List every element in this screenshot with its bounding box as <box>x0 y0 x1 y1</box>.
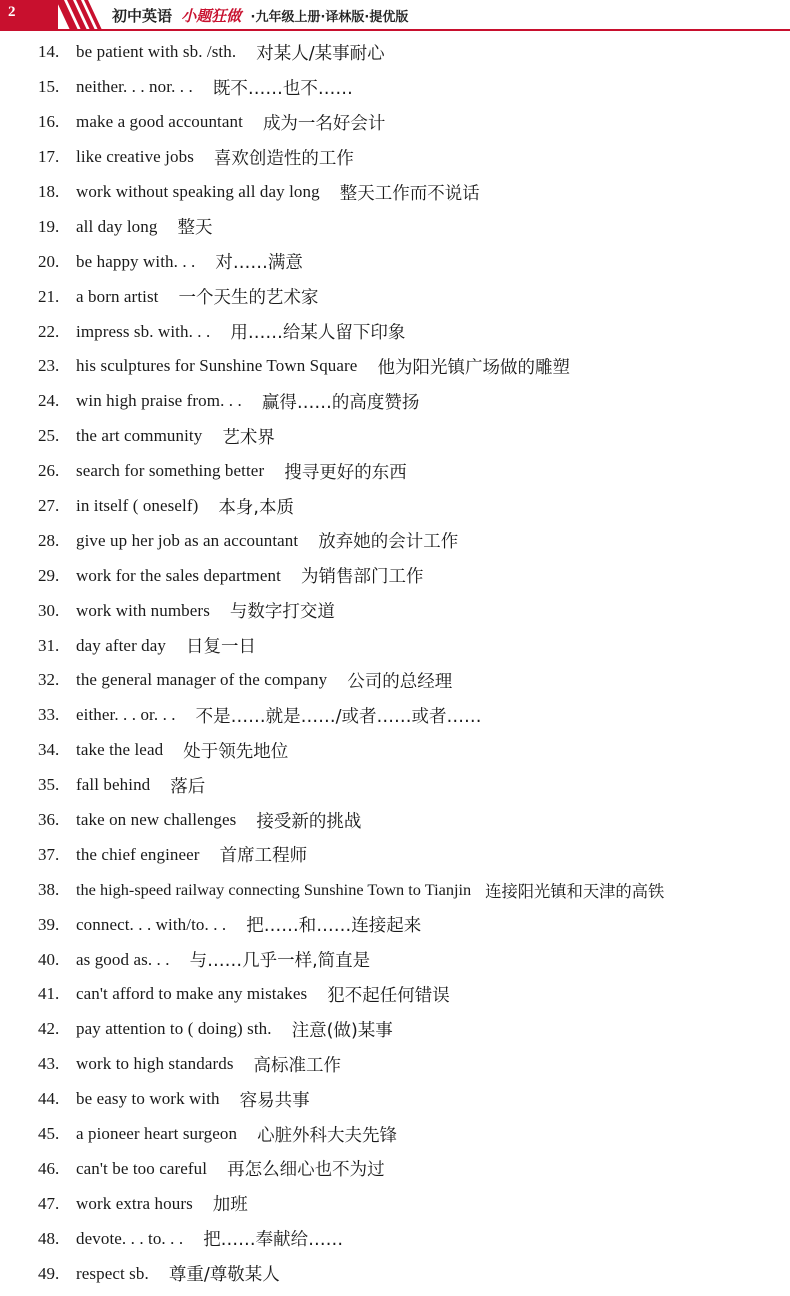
english-phrase: devote. . . to. . . <box>76 1228 184 1248</box>
chinese-translation: 日复一日 <box>186 637 257 658</box>
chinese-translation: 为销售部门工作 <box>300 567 424 588</box>
chinese-translation: 放弃她的会计工作 <box>318 532 459 553</box>
list-item <box>38 907 783 942</box>
chinese-translation: 本身,本质 <box>218 497 294 518</box>
chinese-translation: 搜寻更好的东西 <box>284 462 407 483</box>
english-phrase: in itself ( oneself) <box>76 496 199 516</box>
english-phrase: the general manager of the company <box>76 670 328 690</box>
english-phrase: as good as. . . <box>76 949 170 969</box>
list-item <box>38 140 783 175</box>
english-phrase: the high-speed railway connecting Sunshine Town to Tianjin <box>76 879 472 899</box>
list-item <box>38 70 783 105</box>
list-item <box>38 384 783 419</box>
english-phrase: either. . . or. . . <box>76 705 176 725</box>
item-number: 24. <box>38 391 60 411</box>
list-item <box>38 698 783 733</box>
item-number: 29. <box>38 565 60 585</box>
list-item <box>38 209 783 244</box>
english-phrase: fall behind <box>76 775 151 795</box>
english-phrase: make a good accountant <box>76 112 243 132</box>
item-number: 25. <box>38 426 60 446</box>
list-item <box>38 977 783 1012</box>
header-rule <box>0 29 790 31</box>
english-phrase: work with numbers <box>76 600 210 620</box>
english-phrase: the art community <box>76 426 203 446</box>
chinese-translation: 与……几乎一样,简直是 <box>189 951 371 972</box>
item-number: 41. <box>38 984 60 1004</box>
item-number: 42. <box>38 1019 60 1039</box>
item-number: 39. <box>38 914 60 934</box>
item-number: 48. <box>38 1228 60 1248</box>
list-item <box>38 175 783 210</box>
header-subtitle: ·九年级上册·译林版·提优版 <box>250 10 409 25</box>
english-phrase: like creative jobs <box>76 147 194 167</box>
english-phrase: the chief engineer <box>76 844 200 864</box>
chinese-translation: 首席工程师 <box>219 846 308 867</box>
page-number: 2 <box>8 4 16 20</box>
english-phrase: give up her job as an accountant <box>76 530 299 550</box>
chinese-translation: 心脏外科大夫先锋 <box>257 1125 398 1146</box>
phrase-list <box>38 35 783 1291</box>
list-item <box>38 419 783 454</box>
chinese-translation: 既不……也不…… <box>212 78 353 99</box>
english-phrase: be happy with. . . <box>76 251 196 271</box>
brand-logo: 小题狂做 <box>181 7 242 25</box>
chinese-translation: 落后 <box>170 776 206 797</box>
chinese-translation: 把……和……连接起来 <box>246 916 422 937</box>
item-number: 47. <box>38 1193 60 1213</box>
item-number: 37. <box>38 844 60 864</box>
chinese-translation: 对……满意 <box>215 253 303 274</box>
item-number: 40. <box>38 949 60 969</box>
list-item <box>38 314 783 349</box>
chinese-translation: 成为一名好会计 <box>262 113 386 134</box>
chinese-translation: 喜欢创造性的工作 <box>213 148 354 169</box>
english-phrase: win high praise from. . . <box>76 391 242 411</box>
list-item <box>38 1186 783 1221</box>
header-stripes-decoration <box>56 0 102 30</box>
item-number: 16. <box>38 112 60 132</box>
english-phrase: a born artist <box>76 286 159 306</box>
chinese-translation: 整天工作而不说话 <box>339 183 480 204</box>
list-item <box>38 803 783 838</box>
chinese-translation: 处于领先地位 <box>183 741 289 762</box>
item-number: 20. <box>38 251 60 271</box>
item-number: 43. <box>38 1054 60 1074</box>
english-phrase: all day long <box>76 216 158 236</box>
list-item <box>38 768 783 803</box>
item-number: 23. <box>38 356 60 376</box>
item-number: 38. <box>38 879 60 899</box>
english-phrase: day after day <box>76 635 167 655</box>
page-number-tab <box>0 0 58 30</box>
list-item <box>38 942 783 977</box>
english-phrase: search for something better <box>76 461 265 481</box>
item-number: 30. <box>38 600 60 620</box>
item-number: 45. <box>38 1124 60 1144</box>
item-number: 33. <box>38 705 60 725</box>
item-number: 21. <box>38 286 60 306</box>
english-phrase: a pioneer heart surgeon <box>76 1124 238 1144</box>
list-item <box>38 244 783 279</box>
list-item <box>38 628 783 663</box>
chinese-translation: 与数字打交道 <box>229 602 335 623</box>
english-phrase: be patient with sb. /sth. <box>76 42 237 62</box>
english-phrase: work for the sales department <box>76 565 281 585</box>
list-item <box>38 558 783 593</box>
item-number: 18. <box>38 182 60 201</box>
list-item <box>38 105 783 140</box>
english-phrase: be easy to work with <box>76 1089 220 1109</box>
chinese-translation: 不是……就是……/或者……或者…… <box>195 706 482 727</box>
list-item <box>38 1117 783 1152</box>
english-phrase: work extra hours <box>76 1193 193 1213</box>
list-item <box>38 837 783 872</box>
english-phrase: can't be too careful <box>76 1158 208 1178</box>
chinese-translation: 用……给某人留下印象 <box>230 323 406 344</box>
list-item <box>38 35 783 70</box>
item-number: 46. <box>38 1158 60 1178</box>
item-number: 19. <box>38 216 60 236</box>
english-phrase: work without speaking all day long <box>76 182 320 201</box>
list-item <box>38 1221 783 1256</box>
item-number: 26. <box>38 461 60 481</box>
english-phrase: respect sb. <box>76 1263 149 1283</box>
list-item <box>38 1152 783 1187</box>
chinese-translation: 他为阳光镇广场做的雕塑 <box>377 357 570 378</box>
header-title <box>112 5 408 26</box>
chinese-translation: 接受新的挑战 <box>256 811 362 832</box>
chinese-translation: 艺术界 <box>222 427 275 448</box>
item-number: 22. <box>38 321 60 341</box>
english-phrase: take on new challenges <box>76 810 237 830</box>
english-phrase: neither. . . nor. . . <box>76 77 193 97</box>
chinese-translation: 犯不起任何错误 <box>327 985 450 1006</box>
list-item <box>38 872 783 907</box>
list-item <box>38 279 783 314</box>
list-item <box>38 593 783 628</box>
english-phrase: impress sb. with. . . <box>76 321 211 341</box>
chinese-translation: 一个天生的艺术家 <box>178 288 319 309</box>
header-subject: 初中英语 <box>112 7 173 25</box>
chinese-translation: 把……奉献给…… <box>203 1230 344 1251</box>
chinese-translation: 连接阳光镇和天津的高铁 <box>485 881 665 901</box>
item-number: 44. <box>38 1089 60 1109</box>
list-item <box>38 1012 783 1047</box>
chinese-translation: 对某人/某事耐心 <box>256 43 385 64</box>
english-phrase: his sculptures for Sunshine Town Square <box>76 356 358 376</box>
chinese-translation: 公司的总经理 <box>347 671 453 692</box>
item-number: 31. <box>38 635 60 655</box>
item-number: 15. <box>38 77 60 97</box>
english-phrase: work to high standards <box>76 1054 234 1074</box>
chinese-translation: 加班 <box>212 1195 248 1216</box>
chinese-translation: 整天 <box>177 218 213 239</box>
english-phrase: take the lead <box>76 740 164 760</box>
item-number: 32. <box>38 670 60 690</box>
chinese-translation: 赢得……的高度赞扬 <box>261 392 420 413</box>
item-number: 34. <box>38 740 60 760</box>
item-number: 14. <box>38 42 60 62</box>
list-item <box>38 489 783 524</box>
list-item <box>38 454 783 489</box>
page-header <box>0 0 790 30</box>
english-phrase: pay attention to ( doing) sth. <box>76 1019 272 1039</box>
item-number: 36. <box>38 810 60 830</box>
list-item <box>38 663 783 698</box>
list-item <box>38 1256 783 1291</box>
chinese-translation: 高标准工作 <box>253 1055 342 1076</box>
english-phrase: can't afford to make any mistakes <box>76 984 308 1004</box>
item-number: 28. <box>38 530 60 550</box>
item-number: 27. <box>38 496 60 516</box>
english-phrase: connect. . . with/to. . . <box>76 914 227 934</box>
item-number: 49. <box>38 1263 60 1283</box>
list-item <box>38 733 783 768</box>
item-number: 17. <box>38 147 60 167</box>
chinese-translation: 容易共事 <box>239 1090 310 1111</box>
chinese-translation: 注意(做)某事 <box>291 1020 393 1041</box>
list-item <box>38 1082 783 1117</box>
item-number: 35. <box>38 775 60 795</box>
chinese-translation: 尊重/尊敬某人 <box>168 1265 280 1286</box>
chinese-translation: 再怎么细心也不为过 <box>227 1160 385 1181</box>
list-item <box>38 1047 783 1082</box>
list-item <box>38 349 783 384</box>
list-item <box>38 523 783 558</box>
